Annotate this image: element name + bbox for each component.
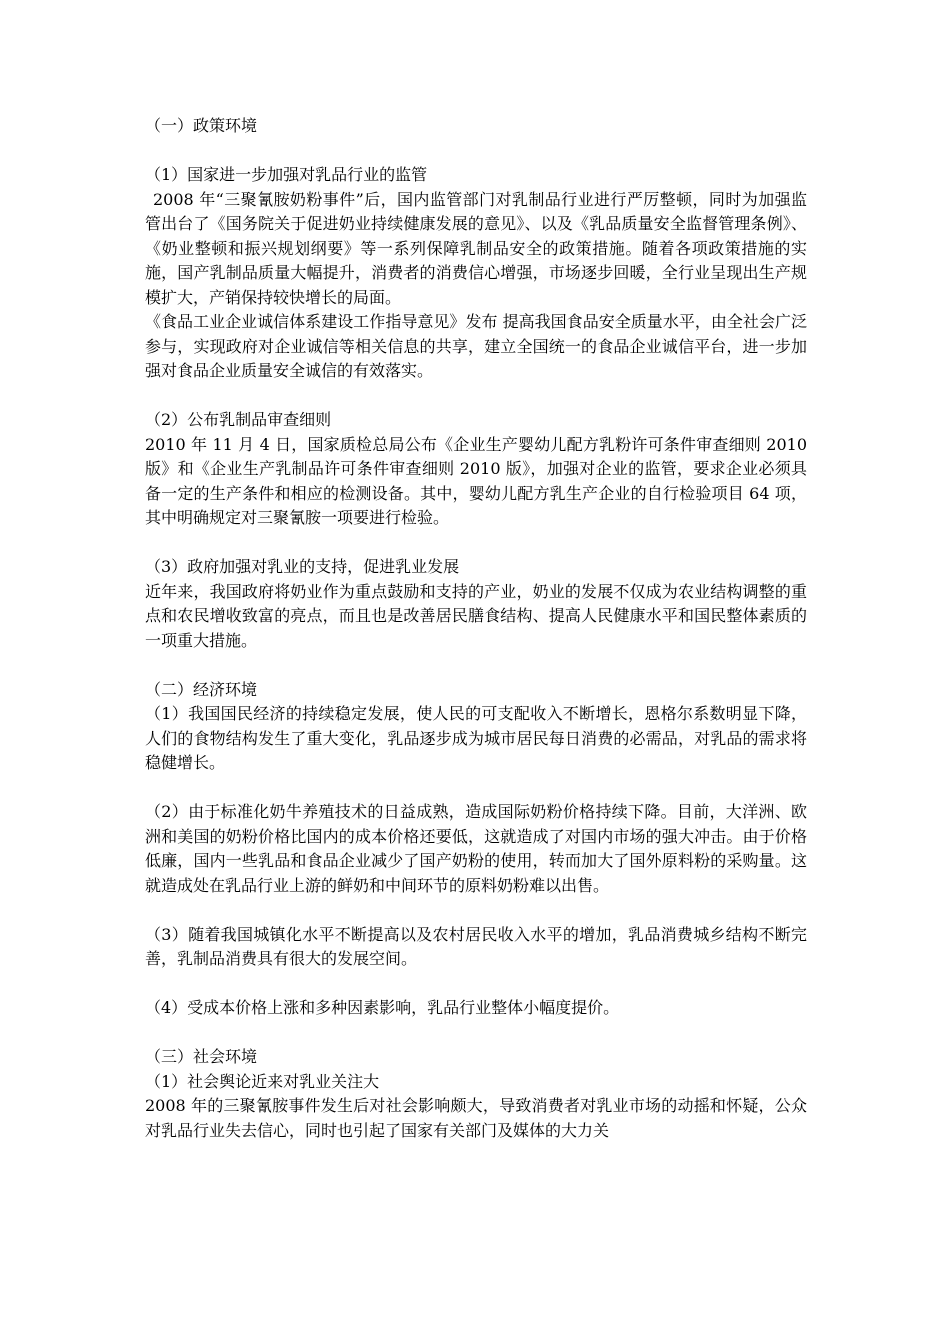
subsection-heading-public-opinion: （1）社会舆论近来对乳业关注大 [145, 1071, 380, 1091]
spacer [145, 776, 807, 801]
paragraph-government-support: 近年来，我国政府将奶业作为重点鼓励和支持的产业，奶业的发展不仅成为农业结构调整的重点和农民增收致富的亮点，而且也是改善居民膳食结构、提高人民健康水平和国民整体素质的一项重大措施。 [145, 581, 807, 650]
paragraph-economy-1: （1）我国国民经济的持续稳定发展，使人民的可支配收入不断增长，恩格尔系数明显下降，人们的食物结构发生了重大变化，乳品逐步成为城市居民每日消费的必需品，对乳品的需求将稳健增长。 [145, 704, 807, 772]
spacer [145, 531, 807, 556]
paragraph-review-rules: 2010 年 11 月 4 日，国家质检总局公布《企业生产婴幼儿配方乳粉许可条件审查细则 2010 版》和《企业生产乳制品许可条件审查细则 2010 版》，加强对企业的监管，要求企业必须具备一定的生产条件和相应的检测设备。其中，婴幼儿配方乳生产企业的自行检验项目 64 项，其中明确规定对三聚氰胺一项要进行检验。 [145, 434, 807, 527]
paragraph-economy-4: （4）受成本价格上涨和多种因素影响，乳品行业整体小幅度提价。 [145, 998, 620, 1017]
paragraph-economy-3: （3）随着我国城镇化水平不断提高以及农村居民收入水平的增加，乳品消费城乡结构不断完善，乳制品消费具有很大的发展空间。 [145, 924, 807, 968]
subsection-heading-government-support: （3）政府加强对乳业的支持，促进乳业发展 [145, 557, 460, 576]
spacer [145, 1021, 807, 1046]
paragraph-public-opinion: 2008 年的三聚氰胺事件发生后对社会影响颇大，导致消费者对乳业市场的动摇和怀疑，公众对乳品行业失去信心，同时也引起了国家有关部门及媒体的大力关 [145, 1096, 807, 1140]
subsection-heading-supervision: （1）国家进一步加强对乳品行业的监管 [145, 165, 428, 184]
spacer [145, 139, 807, 164]
subsection-heading-review-rules: （2）公布乳制品审查细则 [145, 410, 332, 429]
paragraph-integrity-system: 《食品工业企业诚信体系建设工作指导意见》发布 提高我国食品安全质量水平，由全社会广泛参与，实现政府对企业诚信等相关信息的共享，建立全国统一的食品企业诚信平台，进一步加强对食品企业质量安全诚信的有效落实。 [145, 312, 807, 380]
spacer [145, 384, 807, 409]
section-heading-economy: （二）经济环境 [145, 679, 258, 699]
spacer [145, 898, 807, 923]
section-heading-policy: （一）政策环境 [145, 116, 258, 135]
spacer [145, 972, 807, 997]
paragraph-economy-2: （2）由于标准化奶牛养殖技术的日益成熟，造成国际奶粉价格持续下降。目前，大洋洲、欧洲和美国的奶粉价格比国内的成本价格还要低，这就造成了对国内市场的强大冲击。由于价格低廉，国内一些乳品和食品企业减少了国产奶粉的使用，转而加大了国外原料粉的采购量。这就造成处在乳品行业上游的鲜奶和中间环节的原料奶粉难以出售。 [145, 802, 807, 895]
document-page [145, 114, 807, 1143]
paragraph-melamine-regulation: 2008 年“三聚氰胺奶粉事件”后，国内监管部门对乳制品行业进行严厉整顿，同时为加强监管出台了《国务院关于促进奶业持续健康发展的意见》、以及《乳品质量安全监督管理条例》、《奶业整顿和振兴规划纲要》等一系列保障乳制品安全的政策措施。随着各项政策措施的实施，国产乳制品质量大幅提升，消费者的消费信心增强，市场逐步回暖，全行业呈现出生产规模扩大，产销保持较快增长的局面。 [145, 189, 807, 307]
spacer [145, 653, 807, 678]
section-heading-society: （三）社会环境 [145, 1047, 258, 1066]
